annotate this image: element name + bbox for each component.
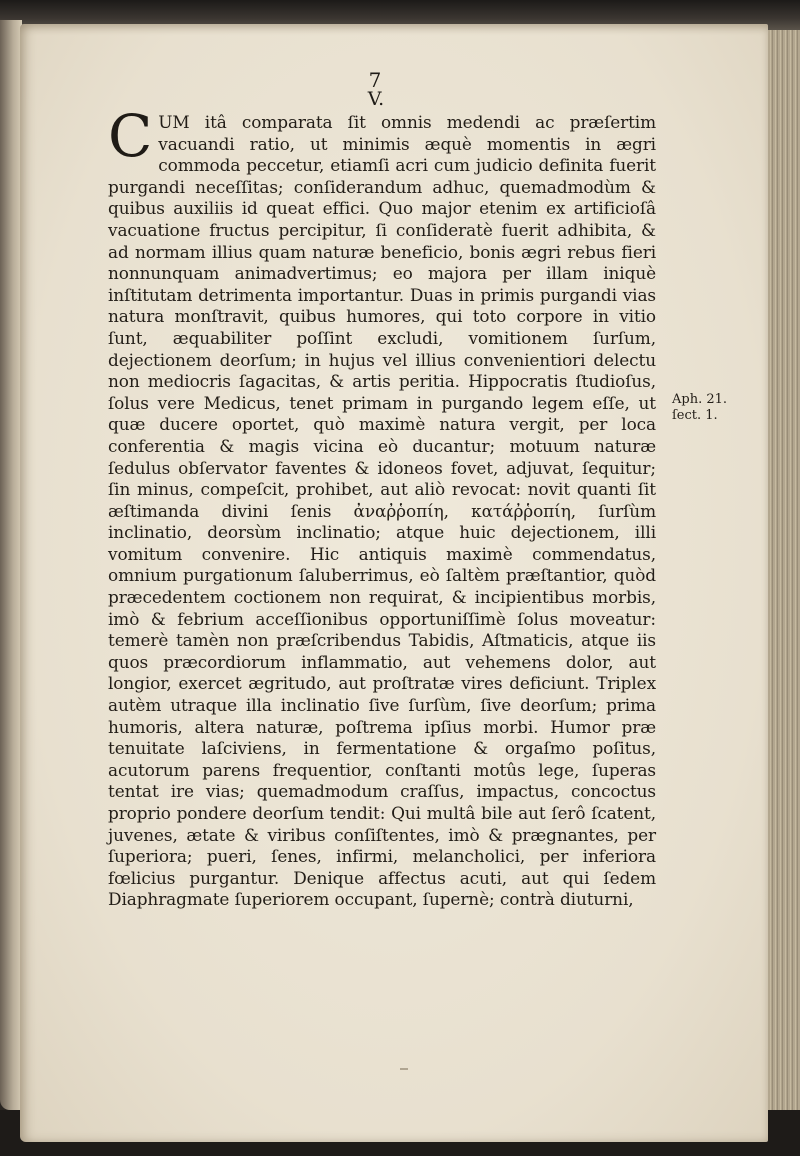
book-left-page-edge <box>0 20 22 1110</box>
marginal-note <box>672 392 748 424</box>
main-text-block <box>108 102 656 911</box>
page-number: 7 <box>368 68 382 92</box>
section-number: V. <box>367 88 385 110</box>
body-paragraph: UM itâ comparata ſit omnis medendi ac præſertim vacuandi ratio, ut minimis æquè momentis in ægri commoda peccetur, etiamſi acri cum judicio definita fuerit purgandi neceſſitas; conſiderandum adhuc, quemadmodùm & quibus auxiliis id queat effici. Quo major etenim ex artificioſâ vacuatione fructus percipitur, ſi conſideratè fuerit adhibita, & ad normam illius quam naturæ beneficio, bonis ægri rebus fieri nonnunquam animadvertimus; eo majora per illam iniquè inſtitutam detrimenta importantur. Duas in primis purgandi vias natura monſtravit, quibus humores, qui toto corpore in vitio ſunt, æquabiliter poſſint excludi, vomitionem ſurſum, dejectionem deorſum; in hujus vel illius convenientiori delectu non mediocris ſagacitas, & artis peritia. Hippocratis ſtudioſus, ſolus vere Medicus, tenet primam in purgando legem eſſe, ut quæ ducere oportet, quò maximè natura vergit, per loca conferentia & magis vicina eò ducantur; motuum naturæ ſedulus obſervator faventes & idoneos fovet, adjuvat, ſequitur; ſin minus, compeſcit, prohibet, aut aliò revocat: novit quanti ſit æſtimanda divini ſenis ἀναῤῥοπίη, κατάῤῥοπίη, ſurſùm inclinatio, deorsùm inclinatio; atque huic dejectionem, illi vomitum convenire. Hic antiquis maximè commendatus, omnium purgationum ſaluberrimus, eò ſaltèm præſtantior, quòd præcedentem coctionem non requirat, & incipientibus morbis, imò & febrium acceſſionibus opportuniſſimè ſolus moveatur: temerè tamèn non præſcribendus Tabidis, Aſtmaticis, atque iis quos præcordiorum inflammatio, aut vehemens dolor, aut longior, exercet ægritudo, aut proſtratæ vires deficiunt. Triplex autèm utraque illa inclinatio ſive ſurſùm, ſive deorſum; prima humoris, altera naturæ, poſtrema ipſius morbi. Humor præ tenuitate laſciviens, in fermentatione & orgaſmo poſitus, acutorum parens frequentior, conſtanti motûs lege, ſuperas tentat ire vias; quemadmodum craſſus, impactus, concoctus proprio pondere deorſum tendit: Qui multâ bile aut ſerô ſcatent, juvenes, ætate & viribus conſiſtentes, imò & prægnantes, per ſuperiora; pueri, ſenes, infirmi, melancholici, per inferiora fœlicius purgantur. Denique affectus acuti, aut qui ſedem Diaphragmate ſuperiorem occupant, ſupernè; contrà diuturni, <box>108 112 656 910</box>
drop-cap-initial: C <box>108 102 153 170</box>
page-foot-mark <box>400 1068 408 1070</box>
book-right-page-stack <box>764 30 800 1156</box>
marginal-note-line-1: Aph. 21. <box>672 392 728 407</box>
marginal-note-line-2: ſect. 1. <box>672 408 718 423</box>
